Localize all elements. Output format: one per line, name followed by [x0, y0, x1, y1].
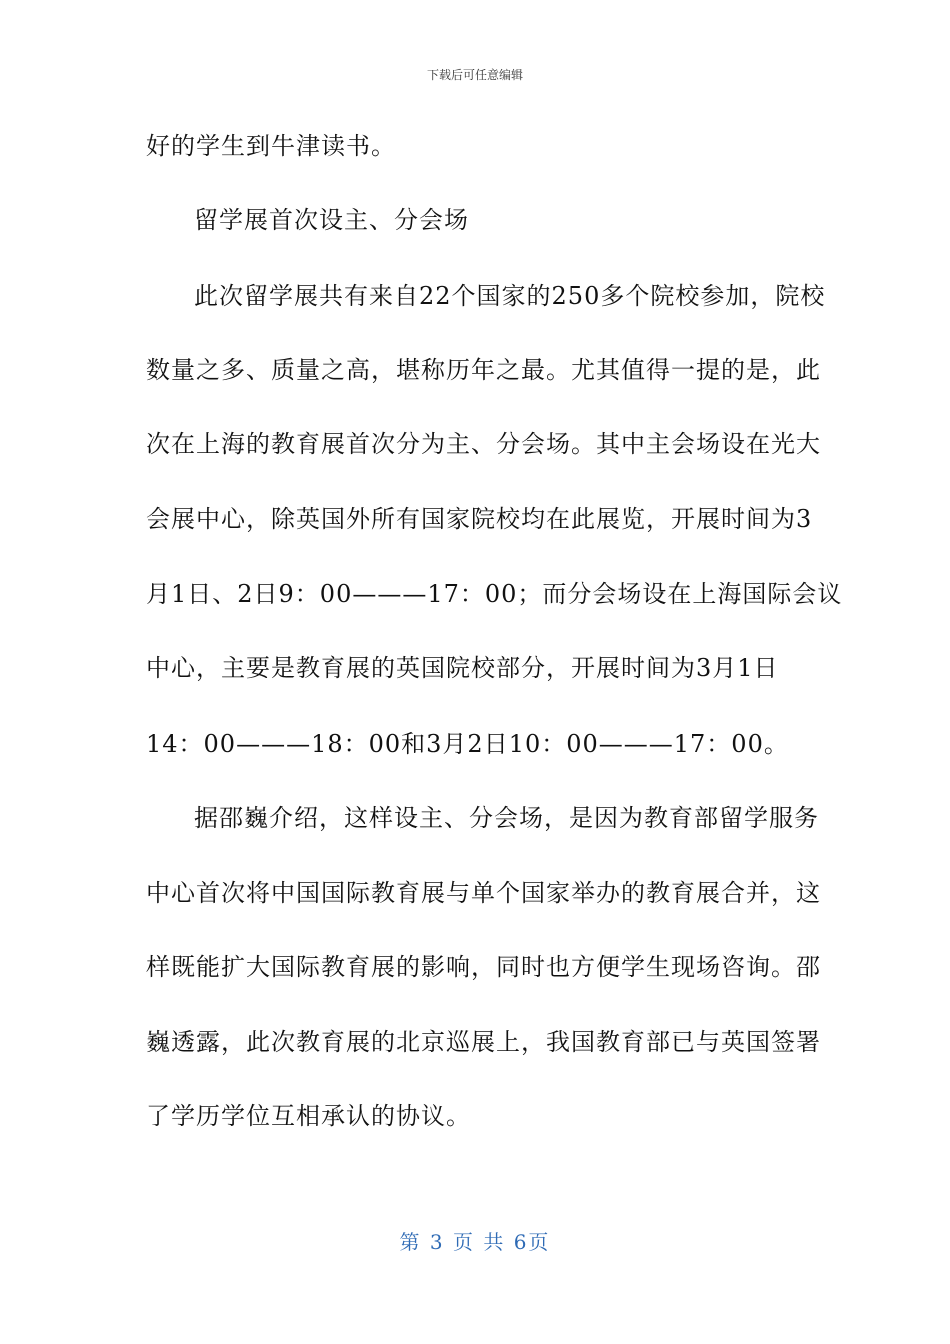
header-note: 下载后可任意编辑	[426, 68, 523, 82]
body-line: 中心首次将中国国际教育展与单个国家举办的教育展合并，这	[146, 879, 821, 907]
body-line: 了学历学位互相承认的协议。	[146, 1102, 471, 1130]
body-line: 数量之多、质量之高，堪称历年之最。尤其值得一提的是，此	[146, 356, 821, 384]
page-number: 第 3 页 共 6页	[399, 1230, 551, 1254]
section-heading: 留学展首次设主、分会场	[194, 206, 469, 234]
body-line: 次在上海的教育展首次分为主、分会场。其中主会场设在光大	[146, 430, 821, 458]
body-line: 好的学生到牛津读书。	[146, 132, 396, 160]
body-line: 14：00———18：00和3月2日10：00———17：00。	[146, 730, 789, 758]
body-line: 据邵巍介绍，这样设主、分会场，是因为教育部留学服务	[194, 804, 819, 832]
body-line: 月1日、2日9：00———17：00；而分会场设在上海国际会议	[146, 580, 843, 608]
body-line: 中心，主要是教育展的英国院校部分，开展时间为3月1日	[146, 654, 779, 682]
body-line: 巍透露，此次教育展的北京巡展上，我国教育部已与英国签署	[146, 1028, 821, 1056]
body-line: 样既能扩大国际教育展的影响，同时也方便学生现场咨询。邵	[146, 953, 821, 981]
body-line: 此次留学展共有来自22个国家的250多个院校参加，院校	[194, 282, 826, 310]
body-line: 会展中心，除英国外所有国家院校均在此展览，开展时间为3	[146, 505, 813, 533]
